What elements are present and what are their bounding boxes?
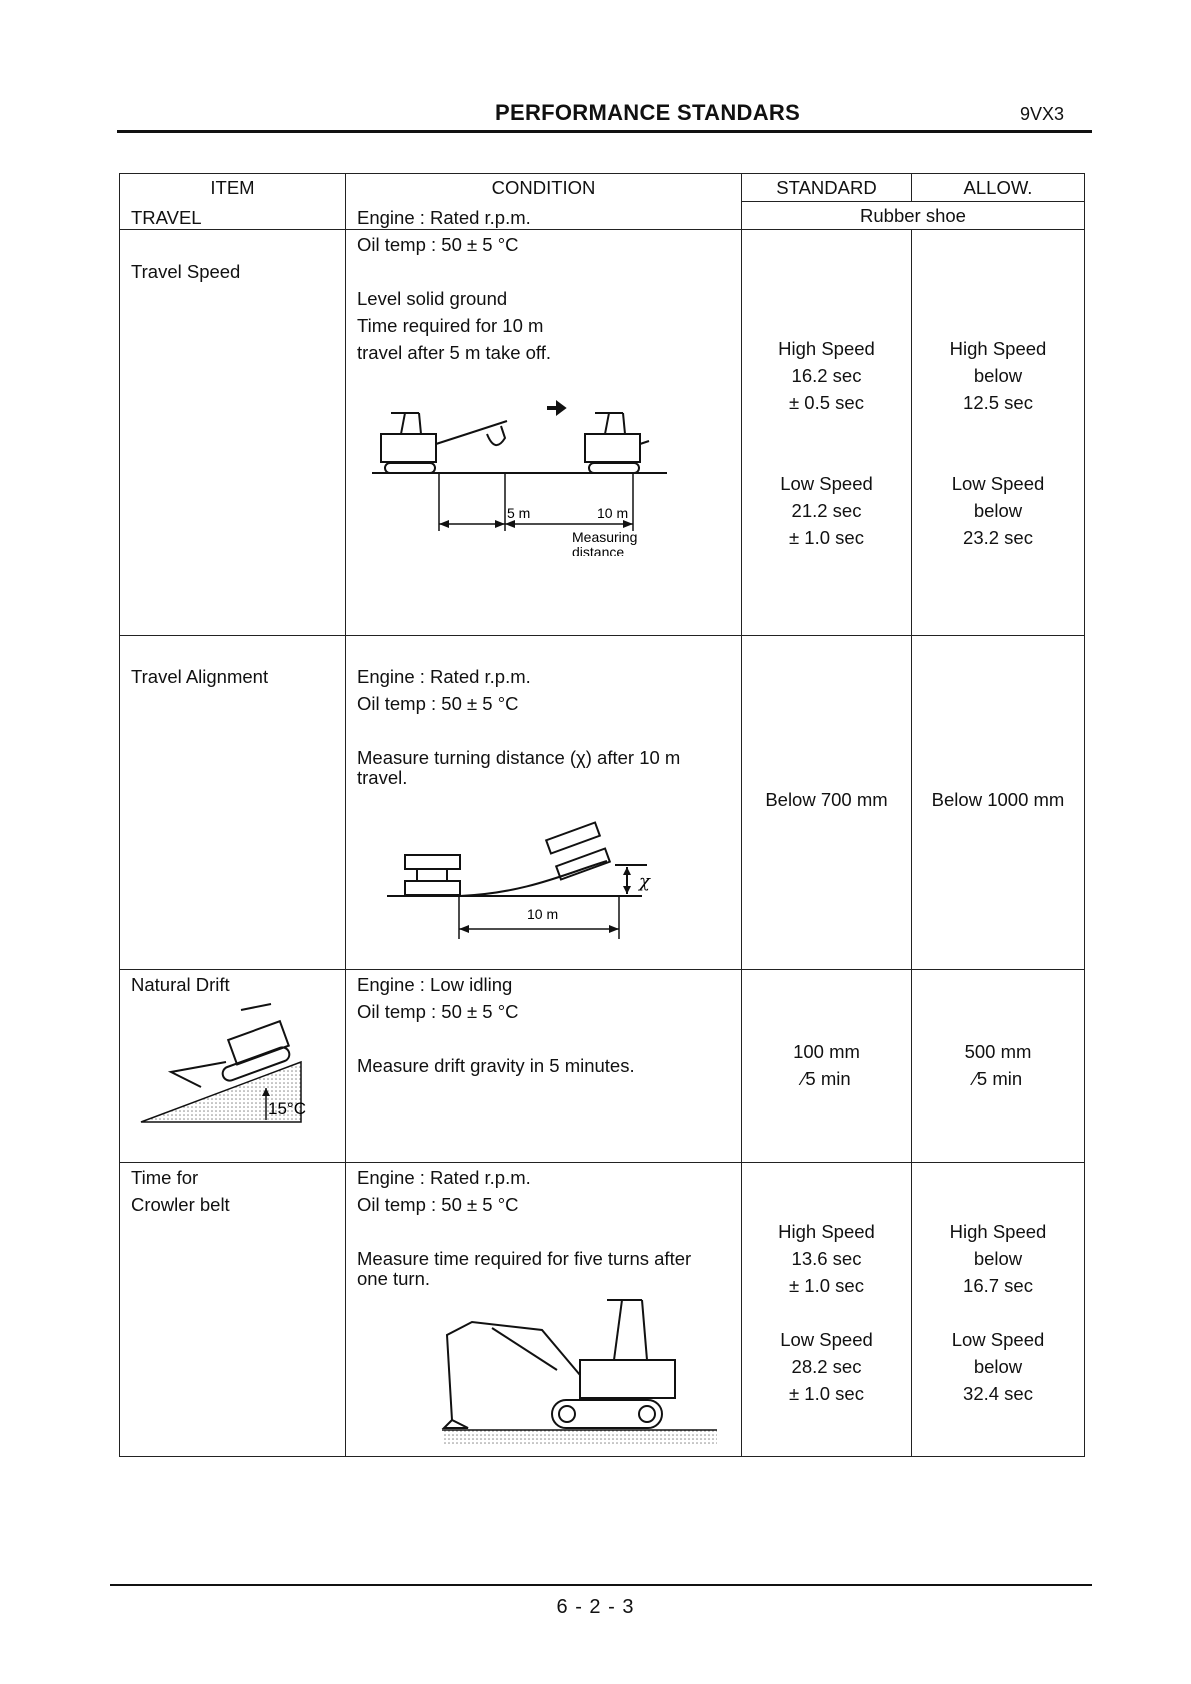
travel-speed-diagram — [357, 366, 727, 556]
angle-label: 15°C — [268, 1099, 306, 1118]
header-standard: STANDARD — [742, 174, 912, 202]
natural-drift-diagram — [131, 1002, 311, 1132]
header-condition: CONDITION — [346, 174, 742, 230]
performance-table — [119, 173, 1085, 1457]
standard-cell: 100 mm ⁄5 min — [742, 970, 912, 1163]
standard-cell: High Speed 16.2 sec ± 0.5 sec Low Speed 21.2 sec ± 1.0 sec — [742, 230, 912, 636]
measuring-label: Measuring — [572, 529, 638, 545]
allow-cell: High Speed below 12.5 sec Low Speed below 23.2 sec — [912, 230, 1085, 636]
item-cell: TRAVEL Travel Speed — [120, 230, 346, 636]
header-rule — [117, 130, 1092, 133]
allow-cell: 500 mm ⁄5 min — [912, 970, 1085, 1163]
chi-label: χ — [639, 871, 650, 892]
condition-cell: Engine : Rated r.p.m. Oil temp : 50 ± 5 °C Level solid ground Time required for 10 m travel after 5 m take off. 5 m 10 m Measuring distance — [346, 230, 742, 636]
subheader-rubber-shoe: Rubber shoe — [742, 202, 1085, 230]
table-row — [120, 970, 1085, 1163]
dimension-label: 10 m — [597, 505, 629, 521]
condition-cell: Engine : Low idling Oil temp : 50 ± 5 °C Measure drift gravity in 5 minutes. — [346, 970, 742, 1163]
table-row — [120, 1163, 1085, 1457]
condition-cell: Engine : Rated r.p.m. Oil temp : 50 ± 5 °C Measure turning distance (χ) after 10 m travel. 10 m χ — [346, 636, 742, 970]
document-code: 9VX3 — [1020, 104, 1065, 124]
dimension-label: 10 m — [527, 906, 559, 922]
footer-rule — [110, 1584, 1092, 1586]
measuring-label: distance — [572, 544, 625, 556]
page-title: PERFORMANCE STANDARS — [495, 100, 801, 125]
header-allow: ALLOW. — [912, 174, 1085, 202]
item-cell: Travel Alignment — [120, 636, 346, 970]
travel-alignment-diagram — [357, 803, 727, 943]
condition-cell: Engine : Rated r.p.m. Oil temp : 50 ± 5 °C Measure time required for five turns after one turn. — [346, 1163, 742, 1457]
table-row — [120, 636, 1085, 970]
table-row — [120, 230, 1085, 636]
dimension-label: 5 m — [507, 505, 531, 521]
allow-cell: High Speed below 16.7 sec Low Speed below 32.4 sec — [912, 1163, 1085, 1457]
item-cell: Natural Drift 15°C — [120, 970, 346, 1163]
header-item: ITEM — [120, 174, 346, 230]
standard-cell: High Speed 13.6 sec ± 1.0 sec Low Speed 28.2 sec ± 1.0 sec — [742, 1163, 912, 1457]
page-number: 6 - 2 - 3 — [556, 1596, 635, 1618]
allow-cell: Below 1000 mm — [912, 636, 1085, 970]
crawler-belt-diagram — [352, 1290, 732, 1450]
item-cell: Time for Crowler belt — [120, 1163, 346, 1457]
standard-cell: Below 700 mm — [742, 636, 912, 970]
